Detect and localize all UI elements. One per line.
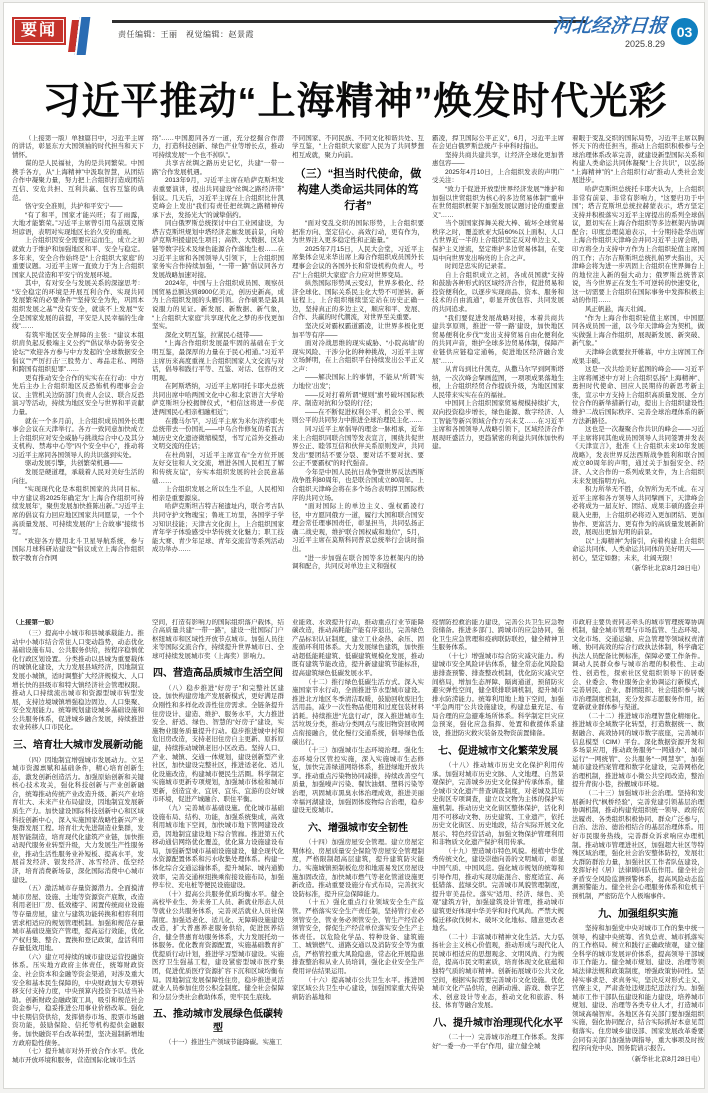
section-heading: 五、推动城市发展绿色低碳转型 <box>153 1009 283 1034</box>
paragraph: “致力于促进开放型世界经济发展”“维护和加强以世贸组织为核心的多边贸易体制”“重申在世贸组织框架下加强发展议题讨论的重要意义”…… <box>432 185 564 219</box>
section-heading: 八、提升城市治理现代化水平 <box>433 1017 563 1029</box>
paragraph: 着眼于变乱交织的国际局势，习近平主席以胸怀天下的责任担当，推动上合组织积极参与全球治理体系改革完善，就建设新型国际关系和构建人类命运共同体凝聚“上合共识”，以弘扬“上海精神”的“上合组织行动”推动人类社会发展进步。 <box>572 134 704 185</box>
section-heading: 六、增强城市安全韧性 <box>308 822 408 834</box>
paragraph: （十）提高公共服务优质均衡水平。健全高校毕业生、外来务工人员、新就业形态人员等就业公共服务体系，完善灵活就业人员社保制度。加强适老化、适儿化、无障碍设施建设改造，扩大普惠养老服务供给，促进医养结合，健全普惠育幼服务体系，大力发展托幼一体服务。优化教育资源配置，实施基础教育扩优提质行动计划，推进学习型城市建设。实施医疗卫生强基工程，建设紧密型城市医疗集团，促进优质医疗资源扩容下沉和区域均衡布局。因地制宜发展保障性住房，稳步推进灵活就业人员参加住房公积金制度。健全社会保障和分层分类社会救助体系，兜牢民生底线。 <box>152 890 284 1001</box>
paragraph: 自上合组织成立之初，各成员国就“支持和鼓励各种形式的区域经济合作，促进贸易和投资便利化，以逐步实现商品、资本、服务和技术的自由流通”，彰显开放包容、共同发展的共同追求。 <box>432 271 564 314</box>
paragraph: 疫情防控救治能力建设，完善公共卫生应急物资储备。推进多部门、跨城市的应急协同，强化卫生应急管理和疫病联防联控，健全精神卫生服务体系。 <box>432 618 564 652</box>
paragraph: （十七）增强城市综合防灾减灾能力。构建城市安全风险评估体系，健全常态化风险隐患排查预警、排查整改机制，优化防灾减灾空间格局，增加生态屏障、隔离通道，预留防灾避灾弹性空间，健全联排联调机制，提升城市排水防涝能力。统筹利用地上地下空间，加强“平急两用”公共设施建设，构建总量充足、布局合理的应急避难场所体系。科学制定巨灾应急预案，强化应急指挥、处置和救援体系建设，推进防灾救灾装备及物资前置储备。 <box>432 652 564 738</box>
page-number-badge: 03 <box>671 18 698 45</box>
section-heading: 三、培育壮大城市发展新动能 <box>13 740 143 752</box>
dateline-credit: （新华社北京8月28日电） <box>628 1055 704 1063</box>
paragraph: 哈萨克斯坦吉特吉秘遗址内，联合考古队共同守护文物瑰宝；鲁班工坊里，各国学子学习知识技能；天津古文化街上，上合组织国家青年学子体验感受中华传统文化魅力；职工技能大赛、青少年足球、青年交流营等系列活动成功举办…… <box>152 503 284 554</box>
paragraph: （十一）推进生产领域节能降碳。实施工 <box>165 1039 282 1047</box>
paragraph: “实现现代化是本组织国家的共同目标。中方建议将2025年确定为‘上海合作组织可持续发展年’，聚焦发展加快推陈出新。”习近平主席的倡议有力回应地区国家共同愿景，一个个高质量发展、可持续发展的“上合故事”接续书写。 <box>12 486 144 537</box>
paragraph: 风正帆悬，海天壮阔。 <box>585 306 650 314</box>
article-bottom-columns <box>12 618 704 1081</box>
paragraph: （五）激活城市存量资源潜力。全面摸清城市房屋、设施、土地等资源资产底数，改造利用老旧厂房、低效楼宇、闲置传统商业设施等存量房屋，建立与建筑功能转换和相容利用需求相适应的规划管理机制。加强和规范存量城市基础设施资产管理，提高运行效能，优化产权归集、整合、置换和登记政策，盘活利用存量低效用地。 <box>12 885 144 953</box>
paragraph: （十六）提高城市公共卫生水平。推进国家区域公共卫生中心建设，加强国家重大传染病防治基地和 <box>292 976 424 1001</box>
masthead <box>12 11 698 67</box>
paragraph: 上合组织发展之所以生生不息，人民相知相亲是重要源泉。 <box>152 486 284 502</box>
paragraph: 坚持和加强党中央对城市工作的集中统一领导，构建中央统筹、省负总责、城市抓落实的工作格局。树立和践行正确政绩观，建立健全科学的城市发展评价体系，提高领导干部城市工作能力。健全城市规划、建设、治理等领域法律法规和政策制度，增强政策协同性。坚持实事求是、求真务实，坚决反对形式主义、官僚主义，严肃查处违规违纪违法行为。加强城市工作干部队伍建设和能力建设，培养城市规划、建设、治理等各类专业人才，打造城市领域高端智库。各地区各有关部门要加强组织实施，强化协同配合，结合实际抓好本意见贯彻落实。住房城乡建设部、国家发展改革委要会同有关部门加强协调指导，重大事项及时按程序向党中央、国务院请示报告。 <box>572 925 704 1053</box>
paragraph: 上合组织因安全需要应运而生，成立之初就致力于维护和加强地区和平、安全与稳定。多年来，安全合作始终是“上合组织大家庭”的重要议题。习近平主席一直致力于为上合组织国家人民营造和平安宁的发展环境。 <box>12 237 144 279</box>
paragraph: （十五）强化重点行业领域安全生产监管。严格落实安全生产责任制，坚持管行业必须管安全、管业务必须管安全、管生产经营必须管安全，督促生产经营单位落实安全生产主体责任。以危险化学品、特种设备、建筑施工、城镇燃气、道路交通以及消防安全等为重点，严格管控重大风险隐患，常态化开展隐患排查整治和从业人员培训，强化企业安全生产费用评估结果运用。 <box>292 899 424 975</box>
paragraph: （六）建立可持续的城市建设运营投融资体系。压实地方政府主体责任，统筹财政资金、社会资本和金融等资金渠道，对涉及重大安全和基本民生保障的，中央财政加大专项转移支付支持力度，中央预算内投资予以适当补助。创新财政金融政策工具，吸引和规范社会资金参与，稳妥推进公用事业价格改革。强化中长期信贷供给，发挥债券市场、股票市场融资功能，鼓励保险、信托等机构提供金融服务。加快融资平台改革转型，坚决遏制新增地方政府隐性债务。 <box>12 953 144 1047</box>
paragraph: ——解决国际上的事情，不能从“所谓‘实力地位’出发”； <box>292 374 424 391</box>
paragraph: ——在不断促进权利公平、机会公平、规则公平的共同努力中推进全球治理民主化…… <box>292 408 424 425</box>
paragraph: 恪守安全准则，共护和平安宁—— <box>25 203 123 211</box>
paragraph: 同白俄罗斯总统探讨中白工业园建设，为塔吉克斯坦规划中塔经济走廊发展前景，向哈萨克斯坦援建民生项目；高铁、大数据、区块链等数字技术及绿色能源合作落地生根……在习近平主席和各国领导人引领下，上合组织国家务实合作持续加强，“一带一路”倡议同各方发展战略加速对接。 <box>152 220 284 279</box>
article-top <box>12 134 704 607</box>
paragraph: （十三）加强城市生态环境治理。强化生态环境分区管控实施，深入实施城市生态修复，加快完善绿道网络体系，推进绿地开放共享。推动重点污染物协同减排，持续改善空气质量，加强噪声污染、餐饮油烟、塑料污染等治理，巩固城市黑臭水体治理成效，推进美丽幸福河湖建设，加强固体废物综合治理，稳步建设无废城市。 <box>292 747 424 815</box>
text-column <box>152 619 284 1081</box>
section-heading: 七、促进城市文化繁荣发展 <box>438 745 558 757</box>
paragraph: （二十三）加强城市社会治理。坚持和发展新时代“枫桥经验”，完善党建引领基层治理协调机制，推动构建党组织统一领导、政府依法履责、各类组织积极协同、群众广泛参与，自治、法治、德治相结合的基层治理体系。用好市民服务热线，完善群众诉求响应办理机制。推动城市管理进社区，加强超大社区等特殊区域治理，强化社会治安整体防控，发展壮大群防群治力量，加强社区工作者队伍建设，发挥好村（居）法律顾问队伍作用。健全社会矛盾安全风险监测预警体系，提高风险动态监测预警能力。健全社会心理服务体系和危机干预机制，严密防范个人极端事件。 <box>572 790 704 900</box>
paragraph: 坚持共商共建共享，让经济全球化更加普惠包容—— <box>432 151 564 168</box>
continuation-note: （上接第一版） <box>12 618 58 626</box>
text-column <box>432 135 564 607</box>
paragraph: 在杜尚别，习近平主席宣布“全方位开展友好交往和人文交流，增进各国人民相互了解和传统友谊”，夯实本组织发展的社会民意基础…… <box>152 451 284 485</box>
paragraph: 以“上海精神”为指引，向着构建上合组织命运共同体、人类命运共同体的美好明天——初心，坚定如磐；未来，壮阔无限！ <box>572 537 704 562</box>
text-column <box>12 619 144 1081</box>
paragraph: （七）提升城市对外开放合作水平。优化城市开放环境和服务，营造国际化城市生活 <box>12 1048 144 1064</box>
paragraph: 哈萨克斯坦总统托卡耶夫认为，上合组织非常有前景、非常有影响力，“这要归功于中国”；塔吉克斯坦总统拉赫蒙表示，塔方坚定支持并积极落实习近平主席提出的系列全球倡议，愿切实在上海合作组织等多边框架内协调配合；印度总理莫迪表示，十分期待赴华出席上海合作组织天津峰会并同习近平主席会晤，印方将全力支持中方作为上合组织轮值主席国的工作；吉尔吉斯斯坦总统扎帕罗夫指出，天津峰会将为进一步巩固上合组织在世界舞台上的地位注入新的强大动力；俄罗斯总统普京说，当今世界正在发生不可逆转的快速变化，这一切需要上合组织在国际事务中发挥积极主动的作用…… <box>572 185 704 305</box>
paragraph: 发展是硬道理，承载着人民对美好生活的向往。 <box>12 469 144 485</box>
paragraph: 当个别国家挥舞关税大棒、破坏全球贸易秩序之时，覆盖欧亚大陆60%以上面积、人口占世界近一半的上合组织坚定反对单边主义、保护主义逆流，坚定维护多边贸易体制，在变局中向世界发出响亮的上合之声。 <box>432 220 564 262</box>
paragraph: 今年是中国人民抗日战争暨世界反法西斯战争胜利80周年，也是联合国成立80周年。上合组织天津峰会将在多个场合表明捍卫国际秩序的共同立场。 <box>292 468 424 502</box>
text-column <box>432 619 564 1081</box>
paragraph: （九）完善城市基础设施。优化城市基础设施布局、结构、功能，加强系统集成，高效利用城市地下空间，加快城市地下管网建设改造，因地制宜建设地下综合管廊。推进第五代移动通信网络优化覆盖，优化算力设施建设布局，加强新型城市基础设施建设，健全现代化水资源配置体系和污水收集处理体系。构建一体化综合交通运输体系，提升城际、城内通勤效率，完善交通枢纽换乘衔接设施布局，加强停车位、充电桩等便民设施建设。 <box>152 804 284 890</box>
paragraph: 深化文明互鉴，拉紧民心纽带—— <box>165 331 263 339</box>
paragraph: “面对国际上的单边主义、强权霸凌行径，中方愿同俄方一道，履行大国和联合国安理会常任理事国责任，彰显担当，共同弘扬正确二战史观，维护联合国权威和地位”，5月，习近平主席在莫斯科同普京总统举行会谈时指出。 <box>292 503 424 554</box>
paragraph: （十九）塑造城市特色风貌。根植中华优秀传统文化，建设崇德向善的文明城市，彰显中国气质、中国风范。强化城市规划的统筹和引导作用，推动实现功能混合、密度适宜、高低错落、蓝绿交织。完善城市风貌管理制度，提升审美品位。落实“适用、经济、绿色、美观”建筑方针，加强建筑设计管理，推动城市建筑更好体现中华美学和时代风尚。严禁大规模迁移砍伐树木、破坏文化地标、随意更改老地名。 <box>432 847 564 933</box>
paragraph: “欢迎各方使用北斗卫星导航系统，参与国际月球科研站建设”“倡议成立上海合作组织数字教育合作网 <box>12 537 144 562</box>
paragraph: （二十一）完善城市治理工作体系。发挥好“一委一办一平台”作用，建立健全城 <box>432 1034 564 1050</box>
paragraph: 空间，打造有影响力的国际组织落户载体，结合高质量共建“一带一路”，建设一批国际门户枢纽城市和区域性开放节点城市。加强人员往来等国际交流合作，持续提升世界城市日、全球可持续发展城市奖（上海奖）影响力。 <box>152 618 284 660</box>
paragraph: 同习近平主席倡导的理念一脉相承，近年来上合组织同联合国等发表宣言，围绕共促世界公正、睦邻互信和伙伴关系原则发声，共同发出“要团结不要分裂、要对话不要对抗、要公正不要霸权”的时代强音。 <box>292 425 424 468</box>
paragraph: “有了和平，国家才能兴旺；有了雨露，大地才能繁荣。”习近平主席曾引用乌兹别克斯坦谚语，表明对实现地区长治久安的重视。 <box>12 211 144 236</box>
paragraph: 更有推动安全合作的实实在在行动：中方先后主办上合组织地区反恐怖机构理事会会议、主管机关边防部门负责人会议、联合反恐演习等活动，持续为地区安全与世界和平贡献力量。 <box>12 374 144 416</box>
paragraph: 面对冷战思维的现实威胁、“小院高墙”的现实风险、干涉分化的种种挑战，习近平主席立场鲜明，在上合组织平台持续发出公平正义之声： <box>292 340 424 373</box>
paragraph: ——反对打着所谓“规则”旗号破坏国际秩序、制造对抗和分裂的行径； <box>292 391 424 408</box>
brand-block <box>548 11 698 67</box>
section-heading: （三）“担当时代使命，做构建人类命运共同体的笃行者” <box>294 168 422 213</box>
paragraph: 天津峰会就要拉开帷幕，中方主席国工作成果丰硕。 <box>572 348 704 365</box>
paragraph: （八）稳步推进“好房子”和完整社区建设。加快构建房地产发展新模式，更好满足群众刚性和多样化改善性住房需求。全链条提升住房设计、建造、维护、服务水平，大力推进安全、舒适、绿色、智慧的“好房子”建设，实施物业服务质量提升行动。稳步推进城中村和危旧房改造，支持老旧住房自主更新、原拆原建，持续推动城镇老旧小区改造。坚持人口、产业、城镇、交通一体规划，建设创新型产业社区，加快建设完整社区，推进适老化、适儿化设施改造，构建城市便民生活圈。科学制定实施城市更新专项规划，加强城市体检和城市更新，创造宜业、宜居、宜乐、宜游的良好城市环境，促进产城融合、职住平衡。 <box>152 684 284 804</box>
newspaper-page <box>3 2 705 1089</box>
bookmark-ribbon-icon <box>69 17 89 55</box>
paragraph: 在阿斯塔纳，习近平主席同托卡耶夫总统共同出席中哈两国文化中心和北京语言大学哈萨克斯坦分校揭牌仪式，“相信这将进一步促进两国民心相亲相融相近”； <box>152 383 284 416</box>
paragraph: 2013年9月，习近平主席在哈萨克斯坦发表重要演讲，提出共同建设“丝绸之路经济带”倡议。几天后，习近平主席在上合组织比什凯克峰会上发出“我们有责任把丝绸之路精神传承下去，发扬光大”的诚挚倡约。 <box>152 177 284 219</box>
paragraph: “面对变乱交织的国际形势，上合组织要把准方向、坚定信心、高效行动，更有作为，为世界注入更多稳定性和正能量。” <box>292 220 424 245</box>
paragraph: 纵然国际形势风云变幻，世界多极化、经济全球化、国际关系民主化大势不可逆转。新征程上，上合组织继续坚定站在历史正确一边，坚持真正的多边主义，顺应和平、发展、合作、共赢的时代潮流，对世界至关重要。 <box>292 280 424 322</box>
section-heading: 四、营造高品质城市生活空间 <box>153 668 283 680</box>
text-column <box>572 135 704 607</box>
paragraph: 这也是一次凝聚合作共识的峰会——习近平主席将同其他成员国领导人共同签署并发表《天津宣言》，批准《上合组织未来10年发展战略》，发表世界反法西斯战争胜利和联合国成立80周年的声明，通过关于加强安全、经济、人文合作的一系列成果文件，为上合组织未来发展指明方向。 <box>572 426 704 485</box>
paragraph: 市政府主要负责同志牵头的城市管理统筹协调机制，健全城市管理与市场监管、生态环境、文化市场、交通运输、应急管理等领域权责清晰、协同高效的综合行政执法体制，科学确定执法人员配备比例标准，保障必要工作条件。调动人民群众参与城市治理的积极性、主动性、创造性，探索社区党组织领导下的居委会、业委会、物业服务企业协调运行新模式，完善居民、企业、群团组织、社会组织参与城市治理制度机制，充分发挥志愿服务作用，拓宽新就业群体参与渠道。 <box>572 618 704 712</box>
section-label: 要闻 <box>14 19 64 43</box>
text-column <box>292 135 424 607</box>
paragraph: 从青岛到比什凯克，从撒马尔罕到阿斯塔纳，一次次峰会擘画蓝图，一项项成果落地生根，上合组织经贸合作提质升级，为地区国家人民带来实实在在的福祉。 <box>432 366 564 399</box>
text-column <box>12 135 144 607</box>
text-column <box>572 619 704 1081</box>
newspaper-name: 河北经济日报 <box>551 16 668 37</box>
paragraph: “进一步加强在联合国等多边框架内的协调和配合，共同反对单边主义和强权 <box>292 554 424 571</box>
section-tab <box>12 17 89 55</box>
paragraph: 时间是忠实的记录者。 <box>445 263 510 271</box>
issue-date: 2025.8.29 <box>624 39 665 49</box>
paragraph: （二十二）推进城市治理智慧化精细化。推进城市全域数字化转型，打造数据统一、数据融合、高效协同的城市数字底座，完善城市信息模型（CIM）平台。深化数据资源开发和多场景应用，推动政务服务“一网通办”、城市运行“一网统管”、公共服务“一网慧享”，加强城市建设档案管理和数字化建设，完善网格化治理机制，推进城市小微公共空间改造，整治提升背街小巷，扮靓城市环境。 <box>572 712 704 789</box>
paragraph: “我们要促进发展战略对接，本着共商共建共享原则，推进‘一带一路’建设，加快地区贸易便利化步伐”“发出支持贸易自由化便利化的共同声音，维护全球多边贸易体制，保障产业链供应链稳定通畅，促进地区经济融合发展”…… <box>432 314 564 365</box>
paragraph: 2024年，中国与上合组织成员国、观察员国贸易总额达到8900亿美元，创历史新高，成为上合组织发展的头雁引领。合作硕果是最具说服力的见证。新发展、新数据、新气象，“上合组织大家庭”共享现代化之梦的步伐更加坚实。 <box>152 280 284 331</box>
paragraph: 其中，有对安全与发展关系的深邃思考：“安全稳定的环境是开展互利合作、实现共同发展繁荣的必要条件”“坚持安全为先，巩固本组织发展之基”“没有安全，就谈不上发展”“安全是国家发展的前提，平安是人民幸福的生命线”…… <box>12 280 144 331</box>
paragraph: “上海合作组织发展最牢固的基础在于文明互鉴，最深厚的力量在于民心相通。”习近平主席历来高度重视上合组织国家人文交流与对话，倡导和践行平等、互鉴、对话、包容的文明观。 <box>152 340 284 382</box>
paragraph: （四）因地制宜增强城市发展动力。立足城市资源禀赋和基础条件，精心培育创新生态，激发创新创造活力。加强原始创新和关键核心技术攻关，强化科技创新与产业创新融合，统筹推动传统产业改造升级、新兴产业培育壮大、未来产业布局建设，因地制宜发展新质生产力。加快建设国际科技创新中心和区域科技创新中心，深入实施国家战略性新兴产业集群发展工程。培育壮大先进制造业集群，发展智能制造，培育现代化建筑产业链，加快推动现代服务业转型升级，大力发展生产性服务业，推动生活性服务业补短板、提高水平，发展首发经济、银发经济、冰雪经济、低空经济，培育消费新场景，深化国际消费中心城市建设。 <box>12 756 144 884</box>
paragraph: 霸凌，捍卫国际公平正义”，6月，习近平主席在会见白俄罗斯总统卢卡申科时指出。 <box>432 134 564 151</box>
paragraph: （十四）加强房屋安全管理。建立房屋定期体检、房屋质量安全保险等房屋安全管理制度，严格限制超高层建筑，提升建筑防灾能力。实施城镇预制板危房和地震易发区房屋设施加固改造，加快城市燃气等老化管道设施更新改造。推动重要设施分布式布局，完善抗灾设防标准，提升应急保障能力。 <box>292 839 424 898</box>
editors-line: 责任编辑：王丽 视觉编辑：赵景霞 <box>118 30 254 39</box>
header-rule <box>112 20 586 23</box>
paragraph: （十二）推行绿色低碳生活方式。深入实施国家节水行动，全面推进节水型城市建设。推进北方地区冬季清洁取暖，鼓励回收废旧生活用品，减少一次性物品使用和过度包装材料消耗。持续推进“光盘行动”，深入推进城市生活垃圾分类，推动分类网点与废旧物资回收网点衔接融合，优化慢行交通系统，倡导绿色低碳出行。 <box>292 678 424 746</box>
paragraph: 在撒马尔罕，习近平主席为米尔济约耶夫总统带去一份国礼——中乌合作修复的希瓦古城历史文化遗迹微缩模型，书写元首外交推动文明交流的佳话； <box>152 417 284 451</box>
paragraph: 不同国家、不同民族、不同文化和谐共处、互学互鉴，“上合组织大家庭”人民为了共同梦想相互成就，聚力向前。 <box>292 134 424 159</box>
section-label-box <box>12 17 66 45</box>
dateline-credit: （新华社北京8月28日电） <box>628 565 704 573</box>
paragraph: 2025年4月10日，上合组织发表的声明广受关注： <box>432 168 564 185</box>
paragraph: （三）提高中小城市和县城承载能力。推动中小城市结合常住人口变动趋势，动态优化基础设施布局、公共服务供给，按程序稳慎优化行政区划设置。分类推动以县城为重要载体的城镇化建设，大力发展县域经济，因地制宜发展小城镇，适时调整扩大经济规模大、人口增长快的县级市和特大镇经济社会管理权限。推动人口持续流出城市和资源型城市转型发展，支持边境城镇增强稳边固边、人口集聚、安全发展能力。统筹规划建设城乡基础设施和公共服务体系，促进城乡融合发展，持续推进农业转移人口市民化。 <box>12 630 144 732</box>
paragraph: 共享古丝绸之路历史记忆，共建“一带一路”合作发展机遇。 <box>152 160 284 176</box>
paragraph: 谋的是人民福祉，为的是共同繁荣。中国携手各方，从“上海精神”中汲取智慧，从团结合作中凝聚力量，努力把上合组织打造成团结互信、安危共担、互利共赢、包容互鉴的典范。 <box>12 160 144 202</box>
paragraph: 2025年7月15日，人民大会堂，习近平主席集体会见来华出席上海合作组织成员国外长理事会会议的各国外长和常设机构负责人，号召“上合组织大家庭”合力应对世界变局。 <box>292 245 424 279</box>
paragraph: 络”……中国愿同各方一道，充分挖掘合作潜力，打造科技创新、绿色产业等增长点，推动可持续发展“一个也不掉队”。 <box>152 134 284 159</box>
paragraph: 这是一次共绘美好蓝图的峰会——习近平主席将阐述中方对上合组织弘扬“上海精神”、勇担时代使命、回应人民期待的新思考新主张，宣示中方支持上合组织高质量发展、全方位合作的新举措新行动，提出上合组织建设性维护二战后国际秩序、完善全球治理体系的新方法新路径。 <box>572 366 704 425</box>
text-column <box>152 135 284 607</box>
paragraph: “作为上海合作组织轮值主席国，中国愿同各成员国一道，以今年天津峰会为契机，做实做强上海合作组织，展现新发展、新突破、新气象。” <box>572 314 704 348</box>
main-headline: 习近平推动“上海精神”焕发时代光彩 <box>42 81 668 123</box>
paragraph: 有筑牢地区安全屏障的主张：“建议本组织肩负起反极端主义公约”“倡议举办防务安全论坛”“欢迎各方参与中方发起的‘全球数据安全倡议’”“严厉打击‘三股势力’、毒品走私、网络和跨国有组织犯罪”…… <box>12 331 144 374</box>
paragraph: 驱动发展引擎，共创繁荣机遇—— <box>25 460 123 468</box>
paragraph: （上接第一版）单独篇目中，习近平主席的讲话，彰显东方大国领袖的时代担当和天下情怀。 <box>12 134 144 159</box>
paragraph: （十八）推动城市历史文化保护利用传承。加强对城市历史文脉、人文地理、自然景观保护，完善城乡历史文化保护传承体系，健全城市文化遗产普查调查制度，对老城及其历史街区专项调查，建立以文物为主体的保护实施机制。推动历史文化街区整体保护，活化利用不可移动文物、历史建筑、工业遗产，依托历史文化街区、历史地段，结合实际开展文化展示、特色经营活动，加强文物保护管理利用和非物质文化遗产保护利用传承。 <box>432 762 564 847</box>
paragraph: 业能效、水效提升行动，推动重点行业节能降碳改造，推动高耗能产能有序退出，完善绿色产品标识认证制度，建立工业余热、余压、固废循环利用体系。大力发展绿色建筑，加快推动超低能耗建筑、低碳建筑规模化发展，推动既有建筑节能改造，提升新建建筑节能标准，提高建筑绿色低碳发展水平。 <box>292 618 424 677</box>
paragraph: 就在一个多月前，上合组织成员国外长理事会会议在天津举行。各方一致同意加快成立上合组织应对安全威胁与挑战综合中心及其分支机构、禁毒中心等“四个安全中心”，推动将习近平主席同各国领导人的共识落到实处。 <box>12 417 144 459</box>
section-heading: 九、加强组织实施 <box>598 908 678 920</box>
paragraph: 中国同上合组织国家贸易规模持续扩大，双向投资稳步增长，绿色能源、数字经济、人工智能等新兴领域合作方兴未艾……在习近平主席和各国领导人战略引领下，区域经济合作展现旺盛活力，更趋紧密的利益共同体加快构建。 <box>432 400 564 451</box>
article-top-columns <box>12 134 704 607</box>
paragraph: 积力所举无不胜，众智所为无不成。在习近平主席和各方领导人共同擘画下，天津峰会必将成为一届友好、团结、成果丰硕的盛会并载入史册，上合组织必将迈入更加团结、更加协作、更富活力、更有作为的高质量发展新阶段，展现出更加光明的前景。 <box>572 486 704 537</box>
paragraph: 坚决反对霸权霸道霸凌，让世界多极化更加平等有序—— <box>292 322 424 339</box>
paragraph: （二十）丰富城市精神文化生活。大力弘扬社会主义核心价值观，推动形成与现代化人民城市相适应的思想观念、文明风尚、行为规范，提高市民文明素质，培育体现文化底蕴和独特气质的城市精神。创新拓展城市公共文化空间，根据实际需要完善城市文化设施。优化城市文化产品供给，创新动漫、游戏、数字艺术、创意设计等业态，推动文化和旅游、科技、体育等融合发展。 <box>432 933 564 1010</box>
text-column <box>292 619 424 1081</box>
article-bottom <box>12 618 704 1081</box>
